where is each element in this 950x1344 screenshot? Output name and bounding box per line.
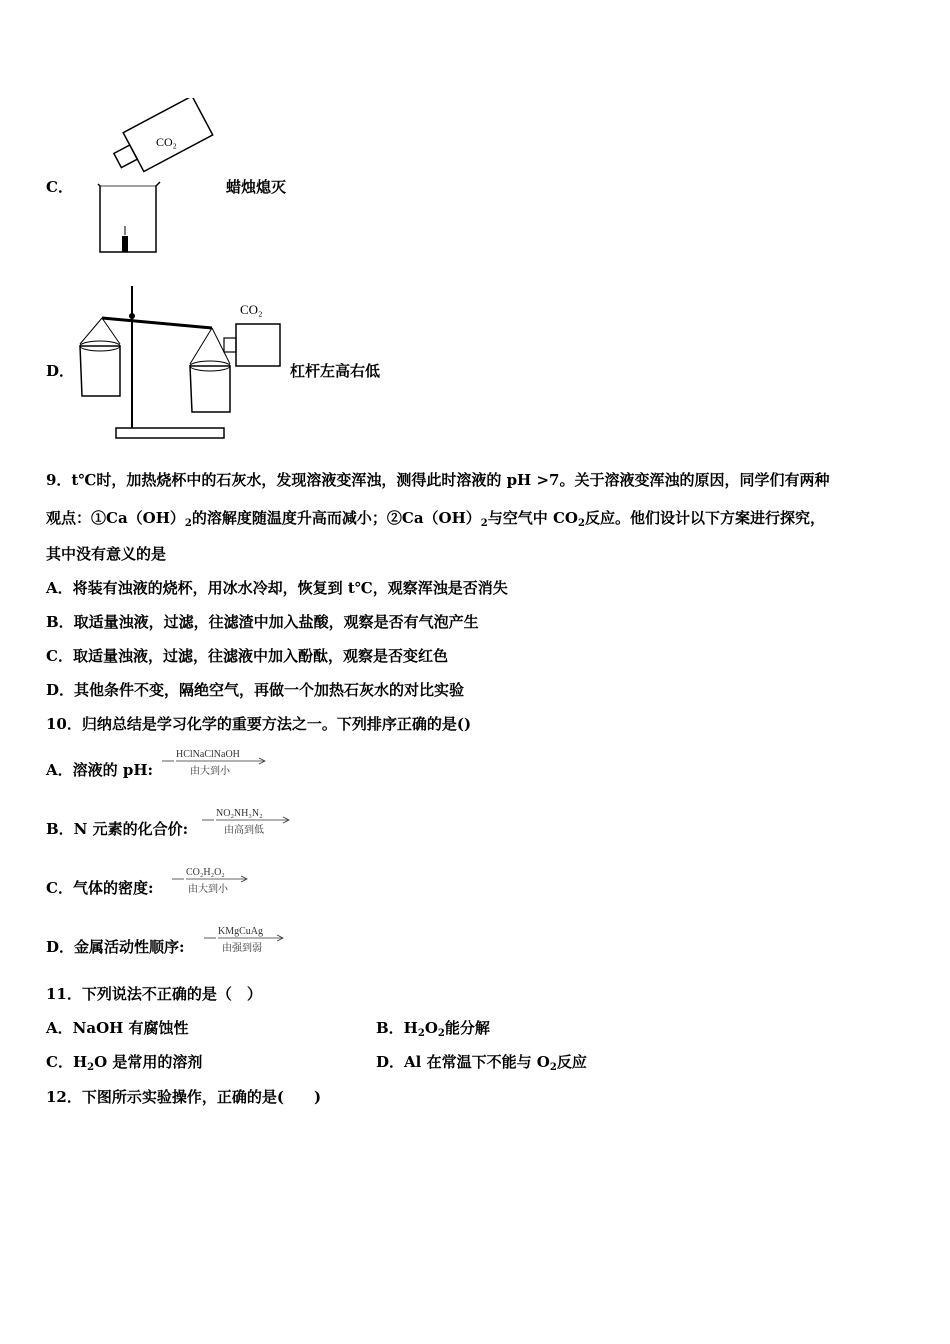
figure-c-caption: 蜡烛熄灭 bbox=[226, 178, 287, 196]
co2-bottle-label: CO₂ bbox=[156, 135, 177, 149]
q9-option-d: D．其他条件不变，隔绝空气，再做一个加热石灰水的对比实验 bbox=[46, 681, 465, 699]
q10-option-d-arrow bbox=[202, 926, 290, 952]
q10-option-a-label: A．溶液的 pH: bbox=[46, 761, 154, 779]
q9-option-a: A．将装有浊液的烧杯，用冰水冷却，恢复到 t℃，观察浑浊是否消失 bbox=[46, 579, 508, 597]
q12-stem: 12．下图所示实验操作，正确的是( ) bbox=[46, 1088, 322, 1106]
q10-option-c-sequence: CO₂H₂O₂ bbox=[186, 867, 225, 878]
co2-pour-beaker-figure bbox=[90, 98, 220, 258]
co2-bottle-label-d: CO₂ bbox=[240, 302, 263, 317]
q10-stem: 10．归纳总结是学习化学的重要方法之一。下列排序正确的是() bbox=[46, 715, 472, 733]
q10-option-d-label: D．金属活动性顺序: bbox=[46, 938, 185, 956]
q10-option-b-sequence: NO₂NH₃N₂ bbox=[216, 808, 263, 819]
q10-option-a-arrow bbox=[160, 749, 270, 775]
q9-option-c: C．取适量浊液，过滤，往滤液中加入酚酞，观察是否变红色 bbox=[46, 647, 448, 665]
option-c-label: C． bbox=[46, 178, 73, 196]
q10-option-a-sequence: HClNaClNaOH bbox=[176, 749, 240, 760]
option-d-label: D． bbox=[46, 362, 75, 380]
figure-d-caption: 杠杆左高右低 bbox=[290, 362, 381, 380]
q9-stem-line2: 观点：$①Ca(OH)_2$的溶解度随温度升高而减小；$②Ca(OH)_2$与空气中 $CO_2$反应。他们设计以下方案进行探究， bbox=[46, 509, 825, 529]
q10-option-b-arrow bbox=[200, 808, 296, 834]
q10-option-b-direction: 由高到低 bbox=[224, 825, 264, 836]
q10-option-c-label: C．气体的密度: bbox=[46, 879, 154, 897]
q11-option-d: D．Al 在常温下不能与 $O_2$反应 bbox=[376, 1053, 587, 1073]
q10-option-c-arrow bbox=[170, 867, 254, 893]
q10-option-a-direction: 由大到小 bbox=[190, 766, 230, 777]
q11-stem: 11．下列说法不正确的是（ ） bbox=[46, 985, 262, 1003]
q10-option-c-direction: 由大到小 bbox=[188, 884, 228, 895]
q10-option-d-direction: 由强到弱 bbox=[222, 943, 262, 954]
lever-balance-figure bbox=[72, 284, 292, 444]
q9-stem-line3: 其中没有意义的是 bbox=[46, 545, 167, 563]
q11-option-b: B．$H_2O_2$能分解 bbox=[376, 1019, 490, 1039]
q10-option-d-sequence: KMgCuAg bbox=[218, 926, 264, 937]
q9-option-b: B．取适量浊液，过滤，往滤渣中加入盐酸，观察是否有气泡产生 bbox=[46, 613, 479, 631]
q11-option-c: C．$H_2O$ 是常用的溶剂 bbox=[46, 1053, 203, 1073]
q9-stem-line1: 9．t℃时，加热烧杯中的石灰水，发现溶液变浑浊，测得此时溶液的 pH >7。关于溶液变浑浊的原因，同学们有两种 bbox=[46, 471, 830, 489]
q10-option-b-label: B．N 元素的化合价: bbox=[46, 820, 189, 838]
q11-option-a: A．NaOH 有腐蚀性 bbox=[46, 1019, 189, 1037]
